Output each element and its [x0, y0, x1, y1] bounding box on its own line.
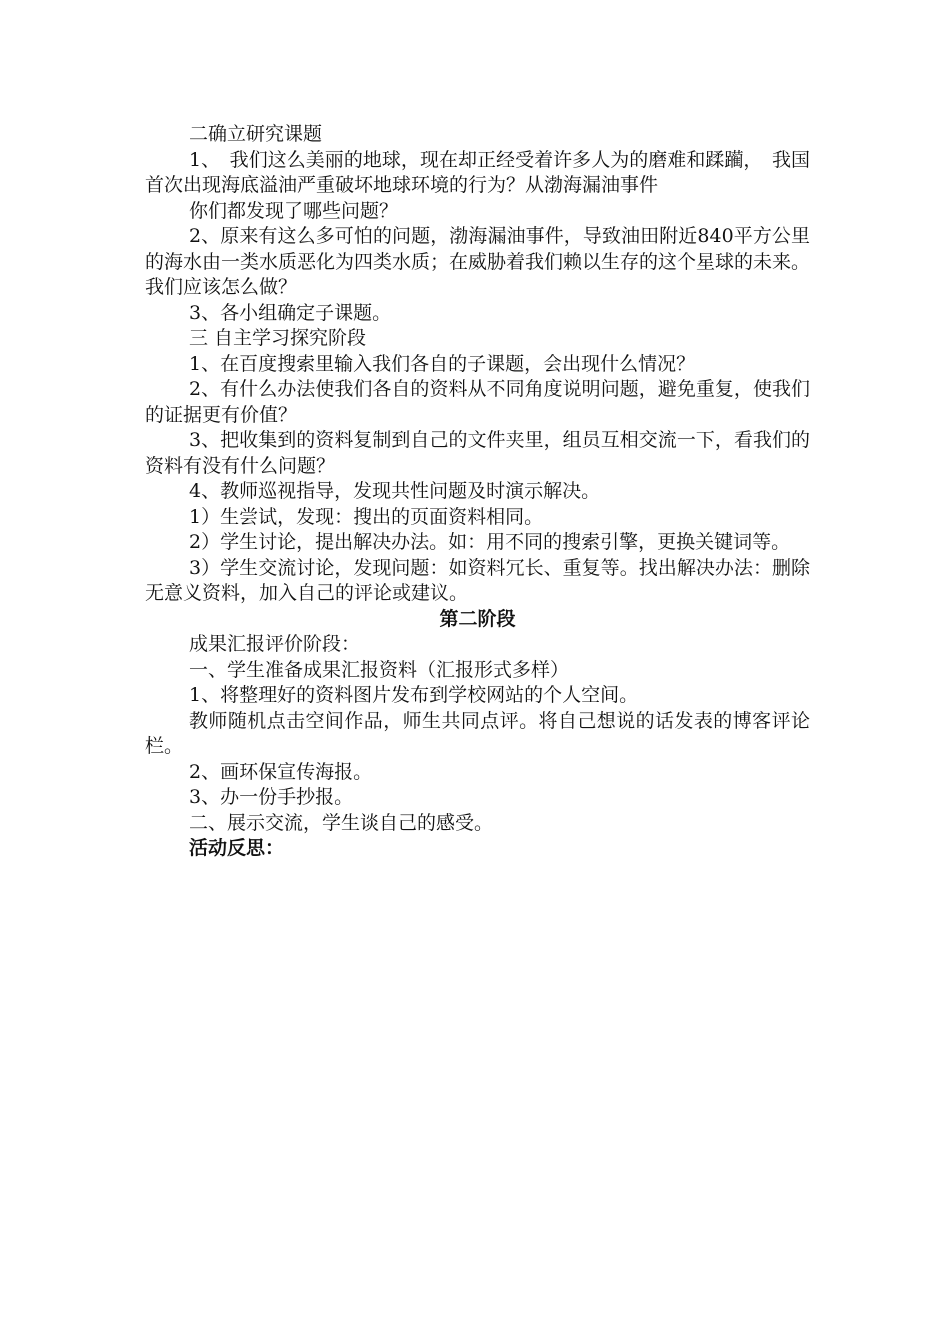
- paragraph: 三 自主学习探究阶段: [189, 327, 367, 349]
- paragraph: 3）学生交流讨论，发现问题：如资料冗长、重复等。找出解决办法：删除无意义资料，加入自己的评论或建议。: [145, 556, 810, 604]
- document-body: [145, 122, 810, 862]
- paragraph: 3、各小组确定子课题。: [189, 301, 392, 324]
- paragraph: 1、 我们这么美丽的地球，现在却正经受着许多人为的磨难和蹂躏， 我国首次出现海底溢油严重破坏地球环境的行为？从渤海漏油事件: [145, 148, 810, 196]
- paragraph: 成果汇报评价阶段：: [189, 633, 361, 655]
- paragraph: 1、在百度搜索里输入我们各自的子课题，会出现什么情况？: [189, 352, 696, 375]
- paragraph: 教师随机点击空间作品，师生共同点评。将自己想说的话发表的博客评论栏。: [145, 709, 810, 757]
- paragraph: 3、办一份手抄报。: [189, 786, 354, 808]
- paragraph: 1）生尝试，发现：搜出的页面资料相同。: [189, 505, 544, 528]
- paragraph: 3、把收集到的资料复制到自己的文件夹里，组员互相交流一下，看我们的资料有没有什么问题？: [145, 429, 810, 477]
- paragraph: 2）学生讨论，提出解决办法。如：用不同的搜索引擎，更换关键词等。: [189, 531, 791, 553]
- paragraph: 2、有什么办法使我们各自的资料从不同角度说明问题，避免重复，使我们的证据更有价值？: [145, 378, 810, 426]
- paragraph: 二、展示交流，学生谈自己的感受。: [189, 811, 494, 834]
- paragraph: 4、教师巡视指导，发现共性问题及时演示解决。: [189, 480, 601, 502]
- paragraph: 一、学生准备成果汇报资料（汇报形式多样）: [189, 658, 570, 681]
- paragraph: 二确立研究课题: [189, 123, 323, 145]
- paragraph: 2、画环保宣传海报。: [189, 760, 373, 783]
- section-heading: 第二阶段: [439, 607, 516, 630]
- reflection-heading: 活动反思：: [189, 837, 285, 859]
- paragraph: 1、将整理好的资料图片发布到学校网站的个人空间。: [189, 684, 639, 706]
- paragraph: 你们都发现了哪些问题？: [189, 199, 399, 222]
- paragraph: 2、原来有这么多可怕的问题，渤海漏油事件，导致油田附近840平方公里的海水由一类水质恶化为四类水质；在威胁着我们赖以生存的这个星球的未来。我们应该怎么做？: [145, 225, 811, 298]
